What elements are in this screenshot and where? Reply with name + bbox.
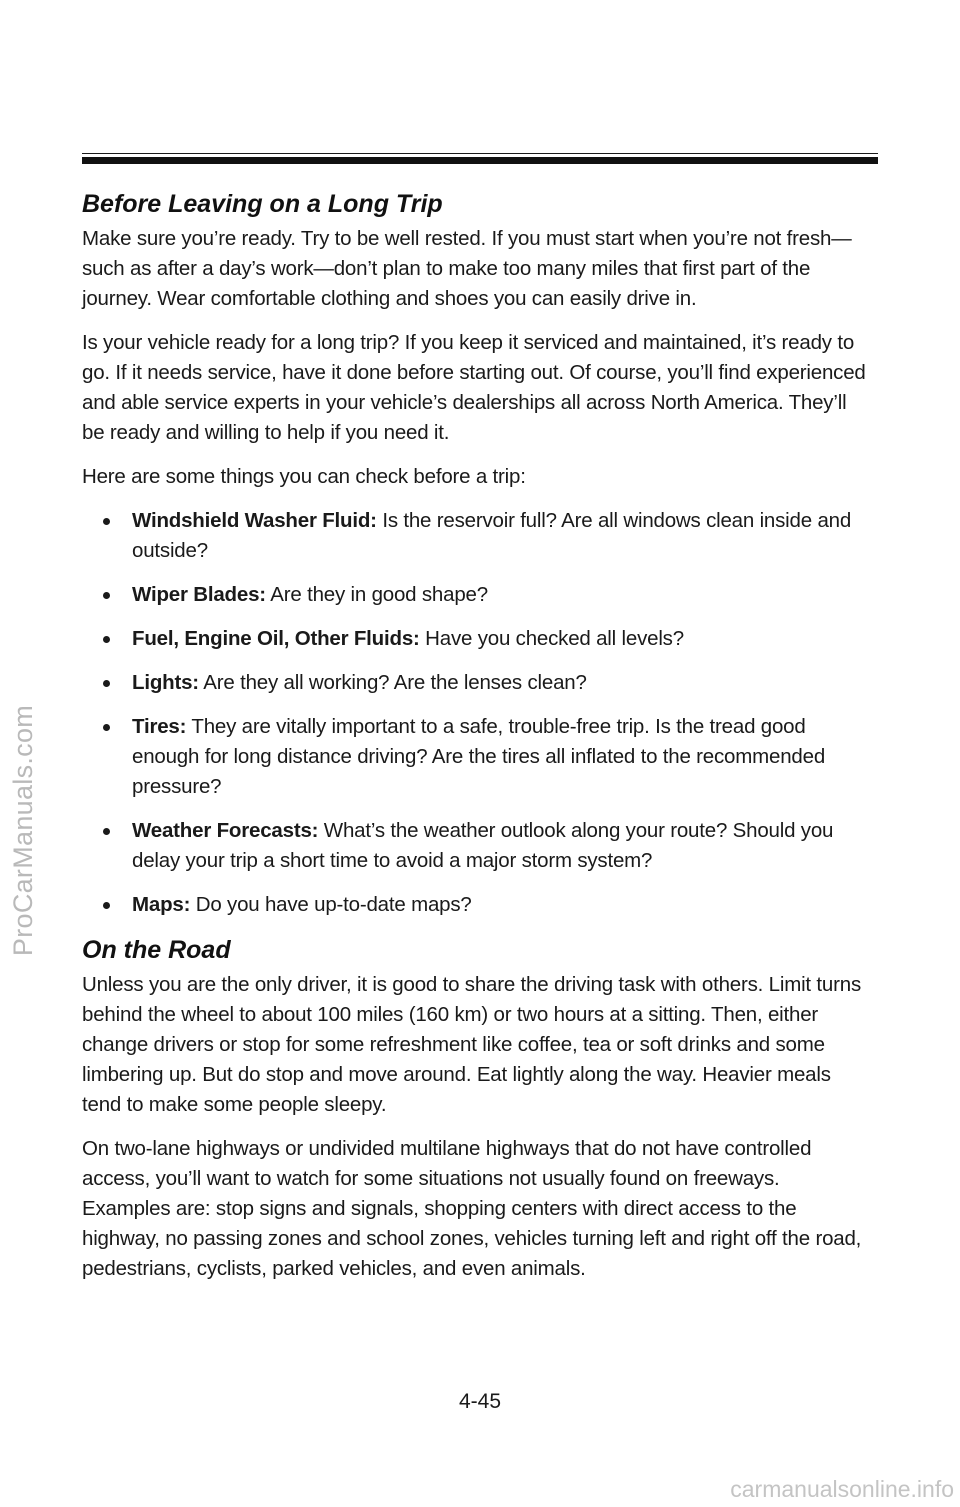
checklist-term: Wiper Blades: bbox=[132, 583, 266, 606]
checklist-item bbox=[82, 624, 872, 654]
bullet-icon bbox=[103, 592, 110, 599]
paragraph: Is your vehicle ready for a long trip? If you keep it serviced and maintained, it’s ready to go. If it needs service, have it done before starting out. Of course, you’ll find experienced and able service experts in your vehicle’s dealerships all across North America. They’ll be ready and willing to help if you need it. bbox=[82, 331, 866, 444]
checklist-item bbox=[82, 668, 872, 698]
checklist-term: Tires: bbox=[132, 715, 187, 738]
paragraph: Make sure you’re ready. Try to be well rested. If you must start when you’re not fresh—such as after a day’s work—don’t plan to make too many miles that first part of the journey. Wear comfortable clothing and shoes you can easily drive in. bbox=[82, 227, 852, 310]
bullet-icon bbox=[103, 636, 110, 643]
paragraph: Here are some things you can check before a trip: bbox=[82, 465, 526, 488]
checklist-text: Do you have up-to-date maps? bbox=[190, 893, 472, 916]
checklist-text: They are vitally important to a safe, trouble-free trip. Is the tread good enough for long distance driving? Are the tires all inflated to the recommended pressure? bbox=[132, 715, 826, 798]
bullet-icon bbox=[103, 902, 110, 909]
bullet-icon bbox=[103, 680, 110, 687]
section-title-on-the-road: On the Road bbox=[82, 936, 231, 964]
checklist-term: Weather Forecasts: bbox=[132, 819, 319, 842]
side-watermark bbox=[4, 620, 44, 1040]
checklist-text: Are they all working? Are the lenses clean? bbox=[198, 671, 587, 694]
top-rule-thick bbox=[82, 157, 878, 164]
trip-checklist bbox=[82, 506, 872, 920]
page-content bbox=[82, 188, 872, 1298]
footer-watermark: carmanualsonline.info bbox=[730, 1476, 954, 1502]
bullet-icon bbox=[103, 828, 110, 835]
checklist-text: Are they in good shape? bbox=[265, 583, 488, 606]
page-number: 4-45 bbox=[458, 1390, 502, 1413]
bullet-icon bbox=[103, 518, 110, 525]
checklist-text: Is the reservoir full? Are all windows clean inside and outside? bbox=[132, 509, 852, 562]
checklist-term: Maps: bbox=[132, 893, 191, 916]
side-watermark-text: ProCarManuals.com bbox=[8, 704, 39, 956]
paragraph: Unless you are the only driver, it is good to share the driving task with others. Limit turns behind the wheel to about 100 miles (160 km) or two hours at a sitting. Then, either change drivers or stop for some refreshment like coffee, tea or soft drinks and some limbering up. But do stop and move around. Eat lightly along the way. Heavier meals tend to make some people sleepy. bbox=[82, 973, 861, 1116]
checklist-text: What’s the weather outlook along your route? Should you delay your trip a short time to avoid a major storm system? bbox=[132, 819, 834, 872]
checklist-term: Fuel, Engine Oil, Other Fluids: bbox=[132, 627, 420, 650]
bullet-icon bbox=[103, 724, 110, 731]
checklist-item bbox=[82, 506, 872, 566]
checklist-item bbox=[82, 890, 872, 920]
checklist-item bbox=[82, 580, 872, 610]
checklist-term: Windshield Washer Fluid: bbox=[132, 509, 377, 532]
checklist-text: Have you checked all levels? bbox=[419, 627, 684, 650]
checklist-term: Lights: bbox=[132, 671, 199, 694]
section-title-long-trip: Before Leaving on a Long Trip bbox=[82, 190, 443, 218]
checklist-item bbox=[82, 712, 872, 802]
paragraph: On two-lane highways or undivided multilane highways that do not have controlled access, you’ll want to watch for some situations not usually found on freeways. Examples are: stop signs and signals, shopping centers with direct access to the highway, no passing zones and school zones, vehicles turning left and right off the road, pedestrians, cyclists, parked vehicles, and even animals. bbox=[82, 1137, 862, 1280]
checklist-item bbox=[82, 816, 872, 876]
top-rule-thin bbox=[82, 153, 878, 154]
